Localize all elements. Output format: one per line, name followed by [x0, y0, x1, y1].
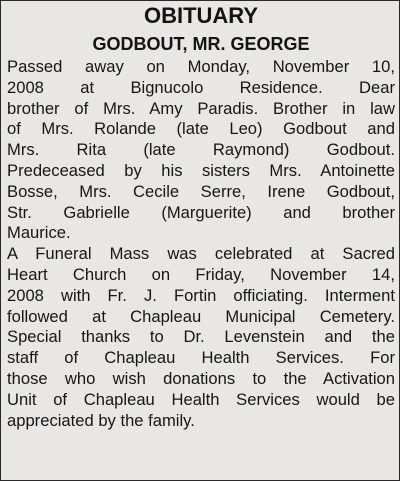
text-line: Passed away on Monday, November 10,: [7, 57, 395, 76]
text-line: Maurice.: [7, 223, 71, 243]
text-line: followed at Chapleau Municipal Cemetery.: [7, 306, 395, 326]
text-line: Bosse, Mrs. Cecile Serre, Irene Godbout,: [7, 181, 395, 201]
page-title: OBITUARY: [143, 3, 259, 28]
text-line: 2008 at Bignucolo Residence. Dear: [7, 77, 395, 97]
text-line: staff of Chapleau Health Services. For: [7, 348, 395, 368]
text-line: Mrs. Rita (late Raymond) Godbout.: [7, 140, 395, 160]
text-line: brother of Mrs. Amy Paradis. Brother in law: [7, 98, 395, 118]
text-line: Str. Gabrielle (Marguerite) and brother: [7, 202, 395, 222]
obituary-body: [7, 57, 395, 431]
text-line: Heart Church on Friday, November 14,: [7, 264, 395, 284]
text-line: appreciated by the family.: [7, 410, 195, 430]
paragraph: [7, 244, 395, 431]
text-line: Special thanks to Dr. Levenstein and the: [7, 327, 395, 347]
text-line: of Mrs. Rolande (late Leo) Godbout and: [7, 119, 395, 139]
text-line: 2008 with Fr. J. Fortin officiating. Interment: [7, 285, 395, 305]
text-line: A Funeral Mass was celebrated at Sacred: [7, 244, 395, 264]
text-line: Unit of Chapleau Health Services would be: [7, 389, 395, 409]
text-line: Predeceased by his sisters Mrs. Antoinette: [7, 160, 395, 180]
text-line: those who wish donations to the Activation: [7, 368, 395, 388]
deceased-name: GODBOUT, MR. GEORGE: [92, 34, 310, 54]
paragraph: [7, 57, 395, 244]
